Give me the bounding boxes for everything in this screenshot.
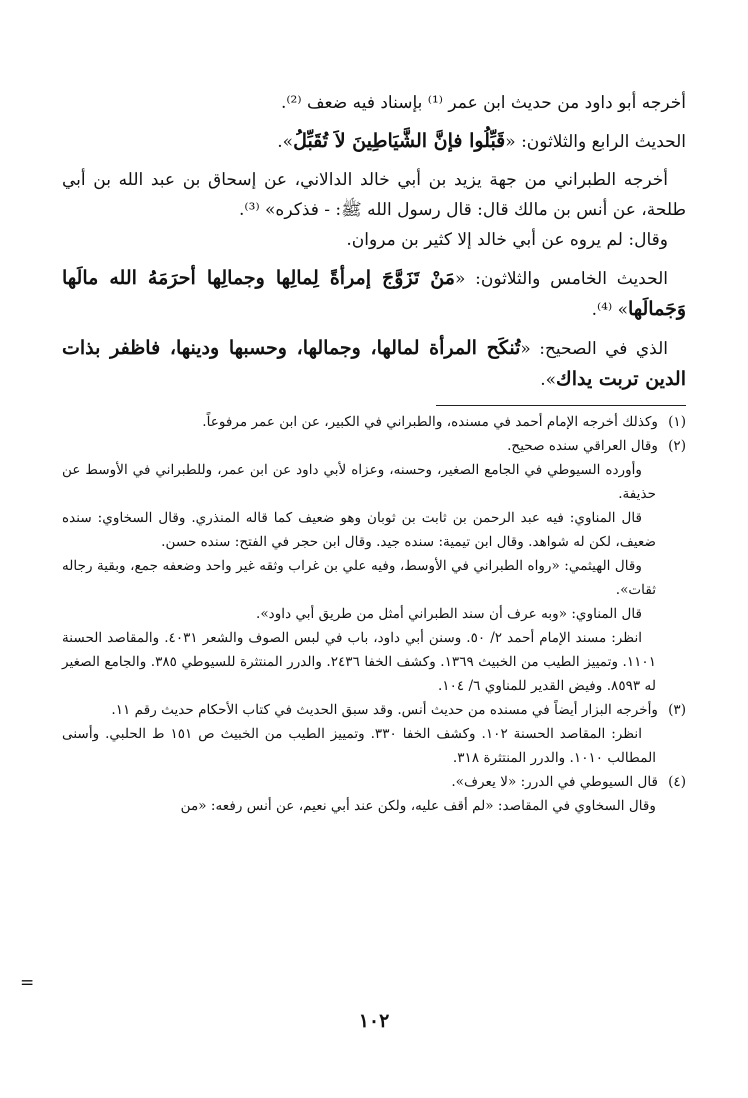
footnote-4-para-a: وقال السخاوي في المقاصد: «لم أقف عليه، ولكن عند أبي نعيم، عن أنس رفعه: «من (180, 798, 656, 814)
footnote-3-para-a: انظر: المقاصد الحسنة ١٠٢. وكشف الخفا ٣٣٠. وتمييز الطيب من الخبيث ص ١٥١ ط الحلبي. وأسنى المطالب ١٠١٠. والدرر المنتثرة ٣١٨. (62, 726, 656, 766)
page-number: ١٠٢ (358, 1010, 390, 1032)
footnote-4-number: (٤) (668, 774, 686, 790)
sahih-paragraph (62, 333, 686, 395)
footnote-3-text: وأخرجه البزار أيضاً في مسنده من حديث أنس. وقد سبق الحديث في كتاب الأحكام حديث رقم ١١. (111, 702, 658, 718)
page-body (62, 88, 686, 818)
sahih-text: تُنكَح المرأة لمالها، وجمالها، وحسبها ودينها، فاظفر بذات الدين تربت يداك (62, 337, 686, 390)
footnote-4-text: قال السيوطي في الدرر: «لا يعرف». (451, 774, 658, 790)
footnote-2-para-e: انظر: مسند الإمام أحمد ٢/ ٥٠. وسنن أبي داود، باب في لبس الصوف والشعر ٤٠٣١. والمقاصد الحسنة ١١٠١. وتمييز الطيب من الخبيث ١٣٦٩. وكشف الخفا ٢٤٣٦. والدرر المنتثرة للسيوطي ٣٨٥. والجامع الصغير له ٨٥٩٣. وفيض القدير للمناوي ٦/ ١٠٤. (62, 630, 657, 694)
paragraph-1: أخرجه أبو داود من حديث ابن عمر ⁽¹⁾ بإسناد فيه ضعف ⁽²⁾. (280, 93, 686, 113)
footnote-1-number: (١) (668, 414, 686, 430)
hadith-34-close: ». (277, 132, 294, 152)
footnote-2 (62, 434, 686, 458)
footnote-1 (62, 410, 686, 434)
hadith-35-text: مَنْ تَزَوَّجَ إمرأةً لِمالِها وجمالِها أحرَمَهُ الله مالَها وَجَمالَها (62, 267, 686, 320)
footnote-2-para-d: قال المناوي: «وبه عرف أن سند الطبراني أمثل من طريق أبي داود». (256, 606, 642, 622)
footnote-3-number: (٣) (668, 702, 686, 718)
sahih-close: ». (540, 370, 557, 390)
footnote-2-para-c: وقال الهيثمي: «رواه الطبراني في الأوسط، وفيه علي بن غراب وثقه غير واحد وضعفه جمع، وبقية رجاله ثقات». (62, 558, 656, 598)
footnote-2-para-a: وأورده السيوطي في الجامع الصغير، وحسنه، وعزاه لأبي داود عن ابن عمر، وللطبراني في الأوسط عن حذيفة. (62, 462, 656, 502)
sahih-intro: الذي في الصحيح: « (520, 339, 669, 359)
hadith-35-close: » ⁽⁴⁾. (591, 300, 628, 320)
footnote-3 (62, 698, 686, 722)
hadith-34-text: قَبِّلُوا فإنَّ الشَّيَاطِينَ لاَ تُقَبِّلُ (293, 130, 506, 152)
hadith-35 (62, 263, 686, 325)
paragraph-3: وقال: لم يروه عن أبي خالد إلا كثير بن مروان. (346, 230, 668, 250)
hadith-35-intro: الحديث الخامس والثلاثون: « (454, 269, 668, 289)
footnote-2-para-b: قال المناوي: فيه عبد الرحمن بن ثابت بن ثوبان وهو ضعيف كما قاله المنذري. وقال السخاوي: سنده ضعيف، لكن له شواهد. وقال ابن تيمية: سنده جيد. وقال ابن حجر في الفتح: سنده حسن. (62, 510, 656, 550)
paragraph-2: أخرجه الطبراني من جهة يزيد بن أبي خالد الدالاني، عن إسحاق بن عبد الله بن أبي طلحة، عن أنس بن مالك قال: قال رسول الله ﷺ: - فذكره» ⁽³⁾. (62, 170, 686, 220)
footnote-2-text: وقال العراقي سنده صحيح. (507, 438, 658, 454)
footnote-2-number: (٢) (668, 438, 686, 454)
hadith-34 (62, 126, 686, 157)
hadith-34-intro: الحديث الرابع والثلاثون: « (505, 132, 686, 152)
continuation-mark: = (20, 973, 35, 993)
footnote-4 (62, 770, 686, 794)
footnote-divider (436, 405, 686, 406)
footnote-1-text: وكذلك أخرجه الإمام أحمد في مسنده، والطبراني في الكبير، عن ابن عمر مرفوعاً. (202, 414, 658, 430)
